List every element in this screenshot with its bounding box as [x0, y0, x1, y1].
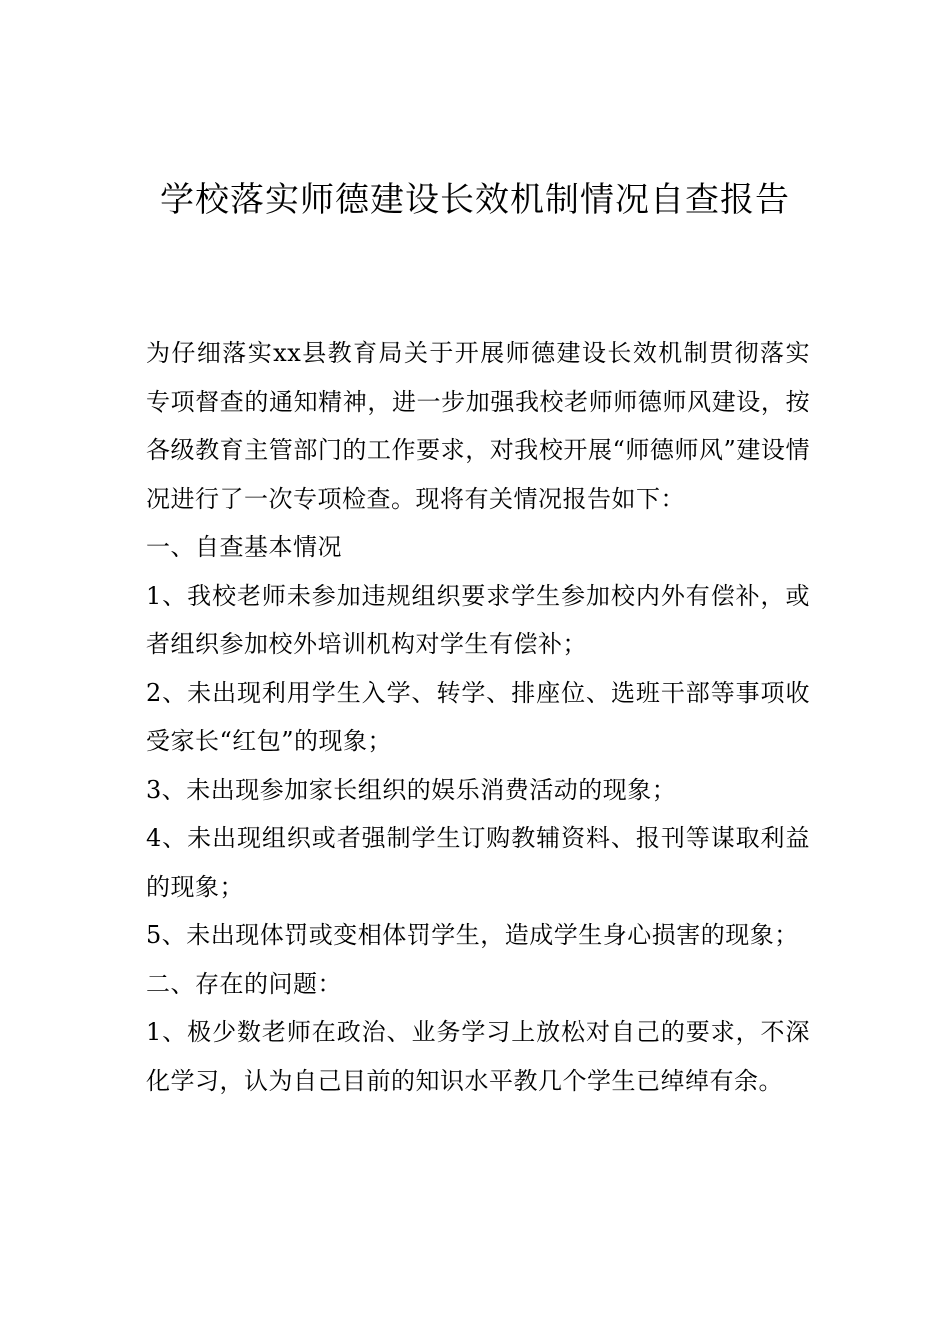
section-heading-self-check: 一、自查基本情况 — [146, 533, 342, 561]
list-item: 1、极少数老师在政治、业务学习上放松对自己的要求，不深化学习，认为自己目前的知识水平教几个学生已绰绰有余。 — [146, 1018, 810, 1095]
list-item: 3、未出现参加家长组织的娱乐消费活动的现象； — [146, 775, 677, 804]
list-item: 5、未出现体罚或变相体罚学生，造成学生身心损害的现象； — [146, 921, 799, 949]
list-item: 2、未出现利用学生入学、转学、排座位、选班干部等事项收受家长“红包”的现象； — [146, 678, 810, 755]
document-title: 学校落实师德建设长效机制情况自查报告 — [160, 180, 790, 220]
paragraph-intro: 为仔细落实xx县教育局关于开展师德建设长效机制贯彻落实专项督查的通知精神，进一步加强我校老师师德师风建设，按各级教育主管部门的工作要求，对我校开展“师德师风”建设情况进行了一次专项检查。现将有关情况报告如下： — [146, 339, 810, 513]
document-body — [146, 329, 810, 1105]
section-heading-problems: 二、存在的问题： — [146, 969, 342, 998]
list-item: 1、我校老师未参加违规组织要求学生参加校内外有偿补，或者组织参加校外培训机构对学生有偿补； — [146, 581, 810, 658]
list-item: 4、未出现组织或者强制学生订购教辅资料、报刊等谋取利益的现象； — [146, 824, 810, 901]
